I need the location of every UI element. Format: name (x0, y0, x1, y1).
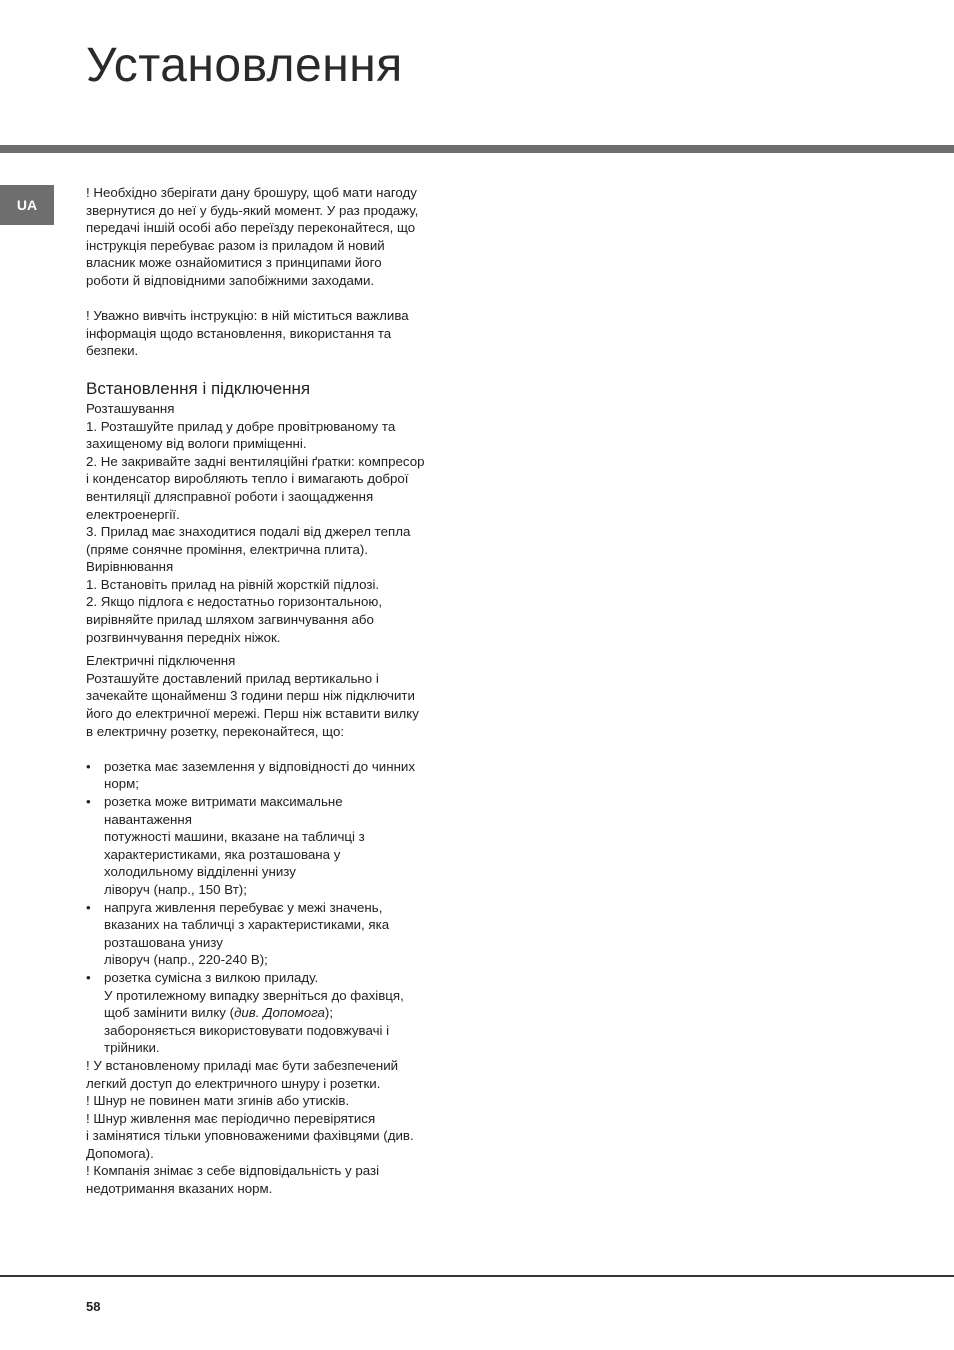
list-item: • розетка має заземлення у відповідності до чинних норм; (86, 758, 415, 792)
header-divider (0, 145, 954, 153)
requirements-list (86, 758, 466, 1057)
bullet-icon: • (86, 794, 91, 809)
electrical-intro: Розташуйте доставлений прилад вертикально і зачекайте щонайменш 3 години перш ніж підключити його до електричної мережі. Перш ніж вставити вилку в електричну розетку, переконайтеся, що: (86, 670, 419, 739)
safety-notes: ! У встановленому приладі має бути забезпечений легкий доступ до електричного шнуру і розетки. ! Шнур не повинен мати згинів або утисків. ! Шнур живлення має періодично перевірятися і замінятися тільки уповноваженими фахівцями (див. Допомога). ! Компанія знімає з себе відповідальність у разі недотримання вказаних норм. (86, 1057, 414, 1197)
page-number: 58 (86, 1299, 101, 1314)
section-heading: Встановлення і підключення (86, 378, 311, 398)
page-title: Установлення (86, 39, 403, 92)
list-item: • напруга живлення перебуває у межі значень, вказаних на табличці з характеристиками, яка розташована унизу ліворуч (напр., 220-240 В); (86, 899, 390, 968)
bullet-icon: • (86, 969, 91, 985)
list-item: • розетка може витримати максимальне навантаження потужності машини, вказане на табличці з характеристиками, яка розташована у холодильному відділенні унизу ліворуч (напр., 150 Вт); (86, 794, 365, 897)
help-reference: див. Допомога (234, 1005, 325, 1021)
placement-item-3: 3. Прилад має знаходитися подалі від джерел тепла (пряме сонячне проміння, електрична плита). (86, 524, 411, 557)
placement-title: Розташування (86, 400, 175, 416)
intro-paragraph-1: ! Необхідно зберігати дану брошуру, щоб мати нагоду звернутися до неї у будь-який момент. У раз продажу, передачі іншій особі або переїзду переконайтеся, що інструкція перебуває разом із приладом й новий власник може ознайомитися з принципами його роботи й відповідними запобіжними заходами. (86, 185, 419, 288)
intro-paragraph-2: ! Уважно вивчіть інструкцію: в ній міститься важлива інформація щодо встановлення, використання та безпеки. (86, 308, 409, 359)
main-content (86, 184, 466, 1198)
bullet-icon: • (86, 758, 91, 774)
footer-divider (0, 1275, 954, 1277)
bullet-icon: • (86, 899, 91, 915)
language-tab: UA (0, 185, 54, 225)
leveling-text: 1. Встановіть прилад на рівній жорсткій підлозі. 2. Якщо підлога є недостатньо горизонтальною, вирівняйте прилад шляхом загвинчування або розгвинчування передніх ніжок. (86, 576, 383, 645)
placement-item-2: 2. Не закривайте задні вентиляційні ґратки: компресор і конденсатор виробляють тепло і вимагають доброї вентиляції дляcправної роботи і заощадження електроенергії. (86, 453, 425, 522)
list-item: • розетка сумісна з вилкою приладу. У протилежному випадку зверніться до фахівця, щоб замінити вилку (див. Допомога); забороняється використовувати подовжувачі і трійники. (86, 969, 404, 1056)
placement-item-1: 1. Розташуйте прилад у добре провітрюваному та захищеному від вологи приміщенні. (86, 418, 396, 452)
leveling-title: Вирівнювання (86, 559, 174, 575)
electrical-title: Електричні підключення (86, 653, 236, 669)
